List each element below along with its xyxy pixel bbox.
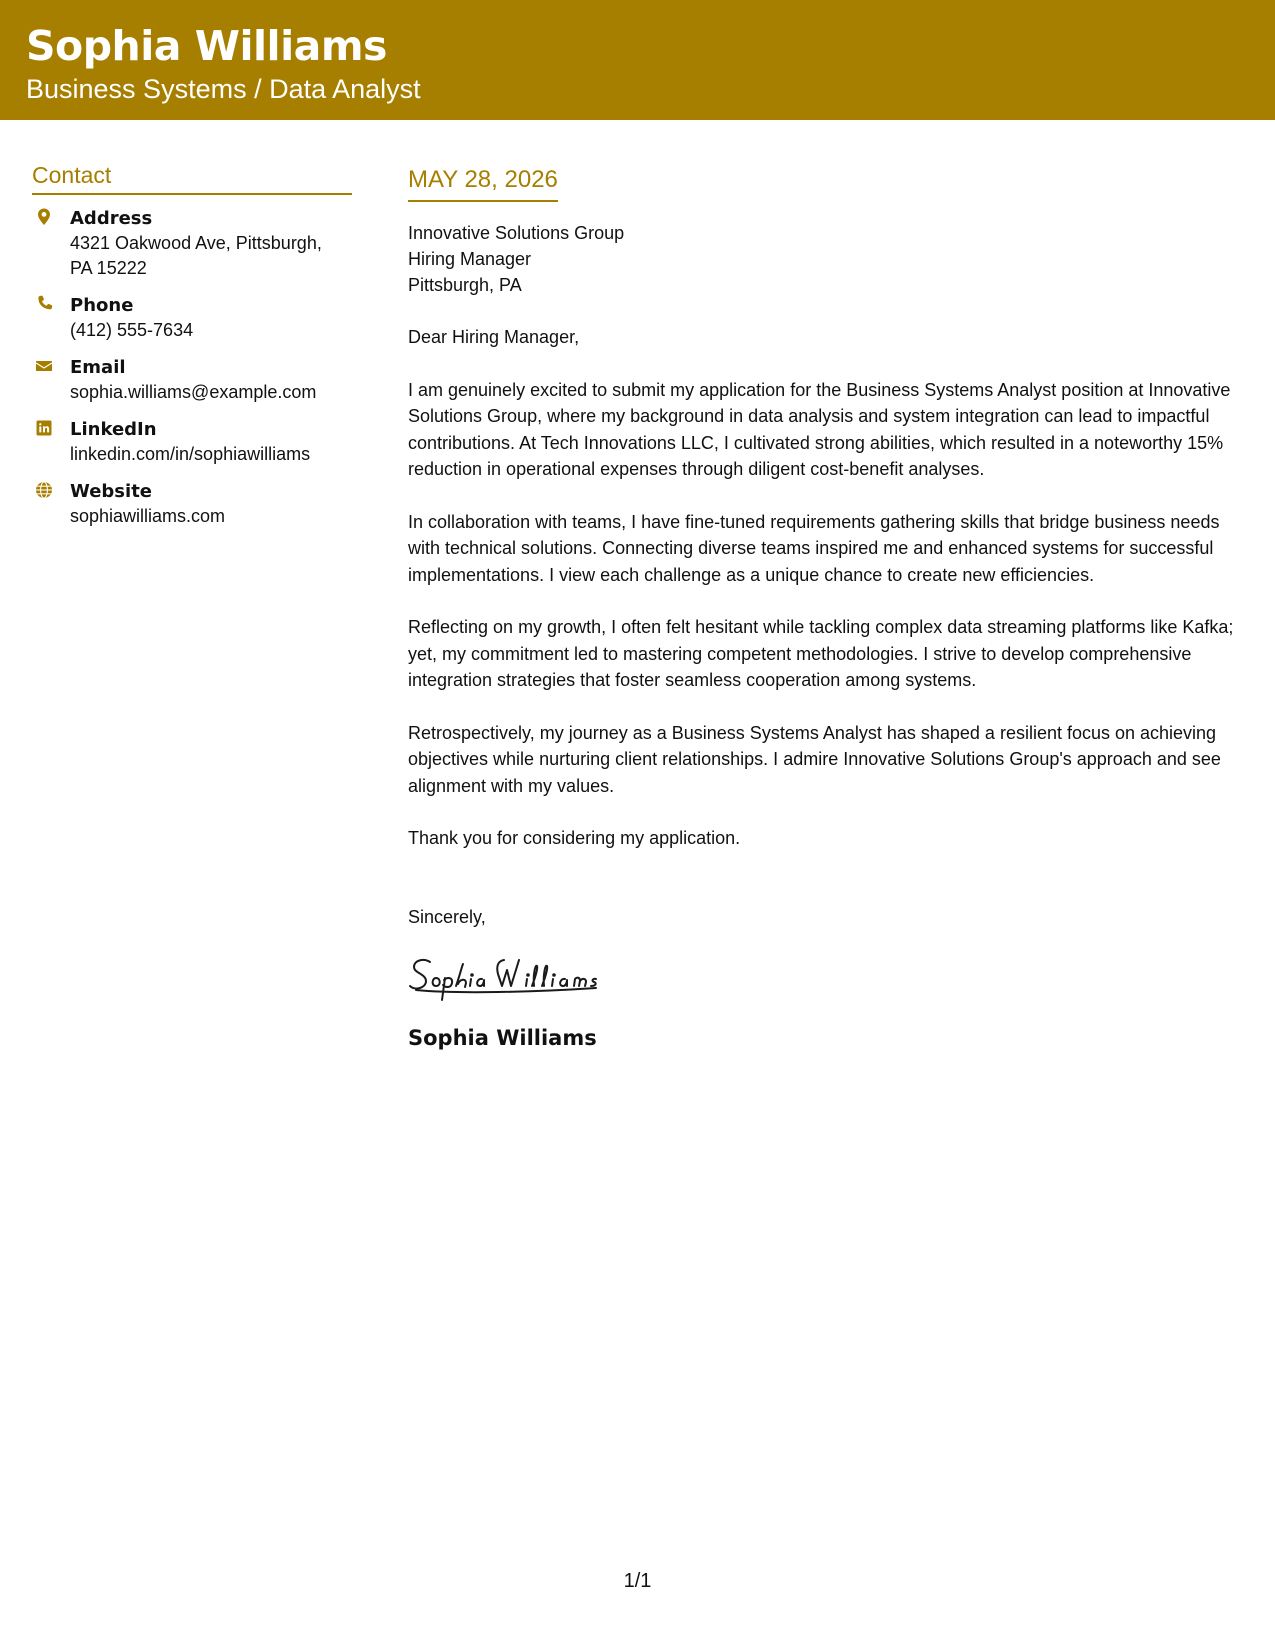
handwritten-signature <box>408 948 678 1004</box>
recipient-role: Hiring Manager <box>408 249 532 269</box>
phone-icon <box>34 294 54 314</box>
phone-value: (412) 555-7634 <box>70 320 194 340</box>
globe-icon <box>34 480 54 500</box>
contact-sidebar <box>32 162 352 542</box>
closing: Sincerely, <box>408 906 486 927</box>
map-pin-icon <box>34 207 54 227</box>
contact-label-email: Email <box>70 357 126 378</box>
paragraph-1: I am genuinely excited to submit my application for the Business Systems Analyst position at Innovative Solutions Group, where my background in data analysis and system integration can lead to impactful contributions. At Tech Innovations LLC, I cultivated strong abilities, which resulted in a noteworthy 15% reduction in operational expenses through diligent cost-benefit analyses. <box>408 379 1231 479</box>
email-value[interactable]: sophia.williams@example.com <box>70 382 317 402</box>
applicant-name: Sophia Williams <box>26 22 387 70</box>
linkedin-icon <box>34 418 54 438</box>
contact-label-phone: Phone <box>70 295 134 316</box>
paragraph-5: Thank you for considering my application. <box>408 828 741 848</box>
contact-label-address: Address <box>70 208 153 229</box>
header-banner <box>0 0 1275 120</box>
greeting: Dear Hiring Manager, <box>408 327 580 347</box>
contact-item-address <box>32 207 352 281</box>
paragraph-4: Retrospectively, my journey as a Business Systems Analyst has shaped a resilient focus on achieving objectives while nurturing client relationships. I admire Innovative Solutions Group's approach and see alignment with my values. <box>408 722 1221 796</box>
paragraph-2: In collaboration with teams, I have fine-tuned requirements gathering skills that bridge business needs with technical solutions. Connecting diverse teams inspired me and enhanced systems for successful implementations. I view each challenge as a unique chance to create new efficiencies. <box>408 511 1220 585</box>
address-line-2: PA 15222 <box>70 258 147 278</box>
paragraph-3: Reflecting on my growth, I often felt hesitant while tackling complex data streaming platforms like Kafka; yet, my commitment led to mastering competent methodologies. I strive to develop comprehensive integration strategies that foster seamless cooperation among systems. <box>408 617 1234 690</box>
contact-label-linkedin: LinkedIn <box>70 419 157 440</box>
contact-item-phone <box>32 294 352 343</box>
recipient-block <box>408 220 1253 298</box>
signed-name: Sophia Williams <box>408 1025 597 1050</box>
contact-item-linkedin <box>32 418 352 467</box>
website-value[interactable]: sophiawilliams.com <box>70 506 226 526</box>
address-line-1: 4321 Oakwood Ave, Pittsburgh, <box>70 233 322 253</box>
envelope-icon <box>34 356 54 376</box>
letter-date: MAY 28, 2026 <box>408 166 558 202</box>
contact-list <box>32 207 352 529</box>
contact-item-email <box>32 356 352 405</box>
linkedin-value[interactable]: linkedin.com/in/sophiawilliams <box>70 444 311 464</box>
letter-body <box>408 166 1253 1050</box>
applicant-title: Business Systems / Data Analyst <box>26 74 421 104</box>
recipient-company: Innovative Solutions Group <box>408 223 625 243</box>
contact-label-website: Website <box>70 481 153 502</box>
contact-item-website <box>32 480 352 529</box>
page-number: 1/1 <box>623 1570 652 1592</box>
contact-heading: Contact <box>32 162 352 195</box>
recipient-location: Pittsburgh, PA <box>408 275 522 295</box>
